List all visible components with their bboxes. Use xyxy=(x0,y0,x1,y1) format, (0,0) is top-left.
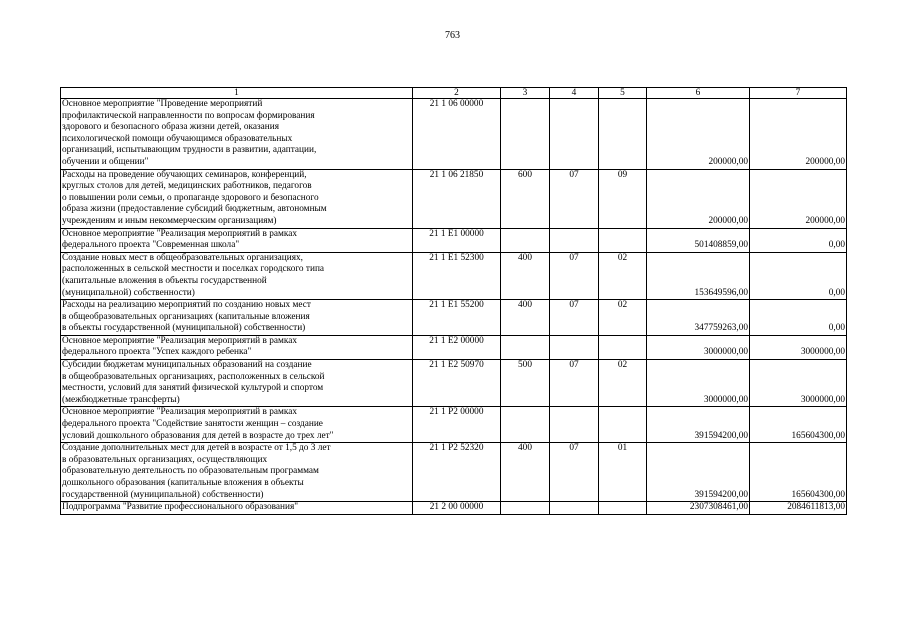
table-row xyxy=(61,228,847,252)
row-col-4: 07 xyxy=(550,169,599,228)
row-col-5: 09 xyxy=(599,169,647,228)
row-amount-7: 3000000,00 xyxy=(750,335,847,359)
row-col-5: 01 xyxy=(599,443,647,502)
row-col-3 xyxy=(501,99,550,170)
row-col-3: 400 xyxy=(501,300,550,336)
table-header-row xyxy=(61,88,847,99)
row-code: 21 1 P2 52320 xyxy=(413,443,501,502)
budget-table xyxy=(60,87,847,515)
row-col-3 xyxy=(501,407,550,443)
row-col-5 xyxy=(599,502,647,515)
row-code: 21 1 E2 50970 xyxy=(413,360,501,407)
row-name: Создание новых мест в общеобразовательных организациях, расположенных в сельской местности и поселках городского типа (капитальные вложения в объекты государственной (муниципальной) собственности) xyxy=(61,252,413,299)
row-amount-6: 347759263,00 xyxy=(647,300,750,336)
row-amount-7: 200000,00 xyxy=(750,99,847,170)
row-amount-6: 3000000,00 xyxy=(647,360,750,407)
row-amount-7: 0,00 xyxy=(750,300,847,336)
header-col-2: 2 xyxy=(413,88,501,99)
row-col-4 xyxy=(550,99,599,170)
row-col-4: 07 xyxy=(550,443,599,502)
table-row xyxy=(61,443,847,502)
row-col-3 xyxy=(501,228,550,252)
row-name: Субсидии бюджетам муниципальных образований на создание в общеобразовательных организациях, расположенных в сельской местности, условий для занятий физической культурой и спортом (межбюджетные трансферты) xyxy=(61,360,413,407)
row-col-4: 07 xyxy=(550,252,599,299)
row-col-3: 400 xyxy=(501,252,550,299)
row-code: 21 1 E1 00000 xyxy=(413,228,501,252)
table-row xyxy=(61,99,847,170)
row-amount-7: 0,00 xyxy=(750,252,847,299)
row-code: 21 1 06 00000 xyxy=(413,99,501,170)
row-code: 21 1 06 21850 xyxy=(413,169,501,228)
row-col-5: 02 xyxy=(599,300,647,336)
row-name: Основное мероприятие "Реализация мероприятий в рамках федерального проекта "Содействие занятости женщин – создание условий дошкольного образования для детей в возрасте до трех лет" xyxy=(61,407,413,443)
row-amount-6: 200000,00 xyxy=(647,99,750,170)
row-name: Создание дополнительных мест для детей в возрасте от 1,5 до 3 лет в образовательных организациях, осуществляющих образовательную деятельность по образовательным программам дошкольного образования (капитальные вложения в объекты государственной (муниципальной) собственности) xyxy=(61,443,413,502)
row-amount-6: 501408859,00 xyxy=(647,228,750,252)
row-amount-6: 153649596,00 xyxy=(647,252,750,299)
row-col-4 xyxy=(550,228,599,252)
table-row xyxy=(61,252,847,299)
row-name: Основное мероприятие "Реализация мероприятий в рамках федерального проекта "Современная школа" xyxy=(61,228,413,252)
header-col-3: 3 xyxy=(501,88,550,99)
row-col-5 xyxy=(599,335,647,359)
row-name: Подпрограмма "Развитие профессионального образования" xyxy=(61,502,413,515)
row-amount-7: 165604300,00 xyxy=(750,443,847,502)
row-amount-6: 391594200,00 xyxy=(647,443,750,502)
header-col-7: 7 xyxy=(750,88,847,99)
row-name: Основное мероприятие "Проведение мероприятий профилактической направленности по вопросам формирования здорового и безопасного образа жизни детей, оказания психологической помощи обучающимся образовательных организаций, испытывающим трудности в развитии, адаптации, обучении и общении" xyxy=(61,99,413,170)
header-col-1: 1 xyxy=(61,88,413,99)
row-col-5: 02 xyxy=(599,360,647,407)
header-col-5: 5 xyxy=(599,88,647,99)
row-col-3: 600 xyxy=(501,169,550,228)
row-amount-7: 2084611813,00 xyxy=(750,502,847,515)
row-amount-7: 3000000,00 xyxy=(750,360,847,407)
row-amount-7: 0,00 xyxy=(750,228,847,252)
row-code: 21 1 P2 00000 xyxy=(413,407,501,443)
row-code: 21 1 E1 55200 xyxy=(413,300,501,336)
table-body xyxy=(61,99,847,515)
row-col-4 xyxy=(550,335,599,359)
row-amount-6: 3000000,00 xyxy=(647,335,750,359)
row-code: 21 2 00 00000 xyxy=(413,502,501,515)
row-col-5 xyxy=(599,407,647,443)
row-col-4 xyxy=(550,407,599,443)
row-col-4: 07 xyxy=(550,360,599,407)
row-code: 21 1 E2 00000 xyxy=(413,335,501,359)
row-name: Расходы на проведение обучающих семинаров, конференций, круглых столов для детей, медицинских работников, педагогов о повышении роли семьи, о пропаганде здорового и безопасного образа жизни (предоставление субсидий бюджетным, автономным учреждениям и иным некоммерческим организациям) xyxy=(61,169,413,228)
row-col-3: 500 xyxy=(501,360,550,407)
table-row xyxy=(61,169,847,228)
table-row xyxy=(61,407,847,443)
row-col-4: 07 xyxy=(550,300,599,336)
row-code: 21 1 E1 52300 xyxy=(413,252,501,299)
row-amount-6: 200000,00 xyxy=(647,169,750,228)
row-col-3 xyxy=(501,335,550,359)
row-amount-6: 391594200,00 xyxy=(647,407,750,443)
header-col-4: 4 xyxy=(550,88,599,99)
row-col-4 xyxy=(550,502,599,515)
row-col-5: 02 xyxy=(599,252,647,299)
row-col-3 xyxy=(501,502,550,515)
row-name: Расходы на реализацию мероприятий по созданию новых мест в общеобразовательных организациях (капитальные вложения в объекты государственной (муниципальной) собственности) xyxy=(61,300,413,336)
page-number: 763 xyxy=(445,30,460,41)
row-amount-7: 165604300,00 xyxy=(750,407,847,443)
header-col-6: 6 xyxy=(647,88,750,99)
table-row xyxy=(61,360,847,407)
row-amount-7: 200000,00 xyxy=(750,169,847,228)
table-row xyxy=(61,502,847,515)
row-amount-6: 2307308461,00 xyxy=(647,502,750,515)
row-col-3: 400 xyxy=(501,443,550,502)
row-name: Основное мероприятие "Реализация мероприятий в рамках федерального проекта "Успех каждого ребенка" xyxy=(61,335,413,359)
table-row xyxy=(61,300,847,336)
row-col-5 xyxy=(599,99,647,170)
table-row xyxy=(61,335,847,359)
row-col-5 xyxy=(599,228,647,252)
